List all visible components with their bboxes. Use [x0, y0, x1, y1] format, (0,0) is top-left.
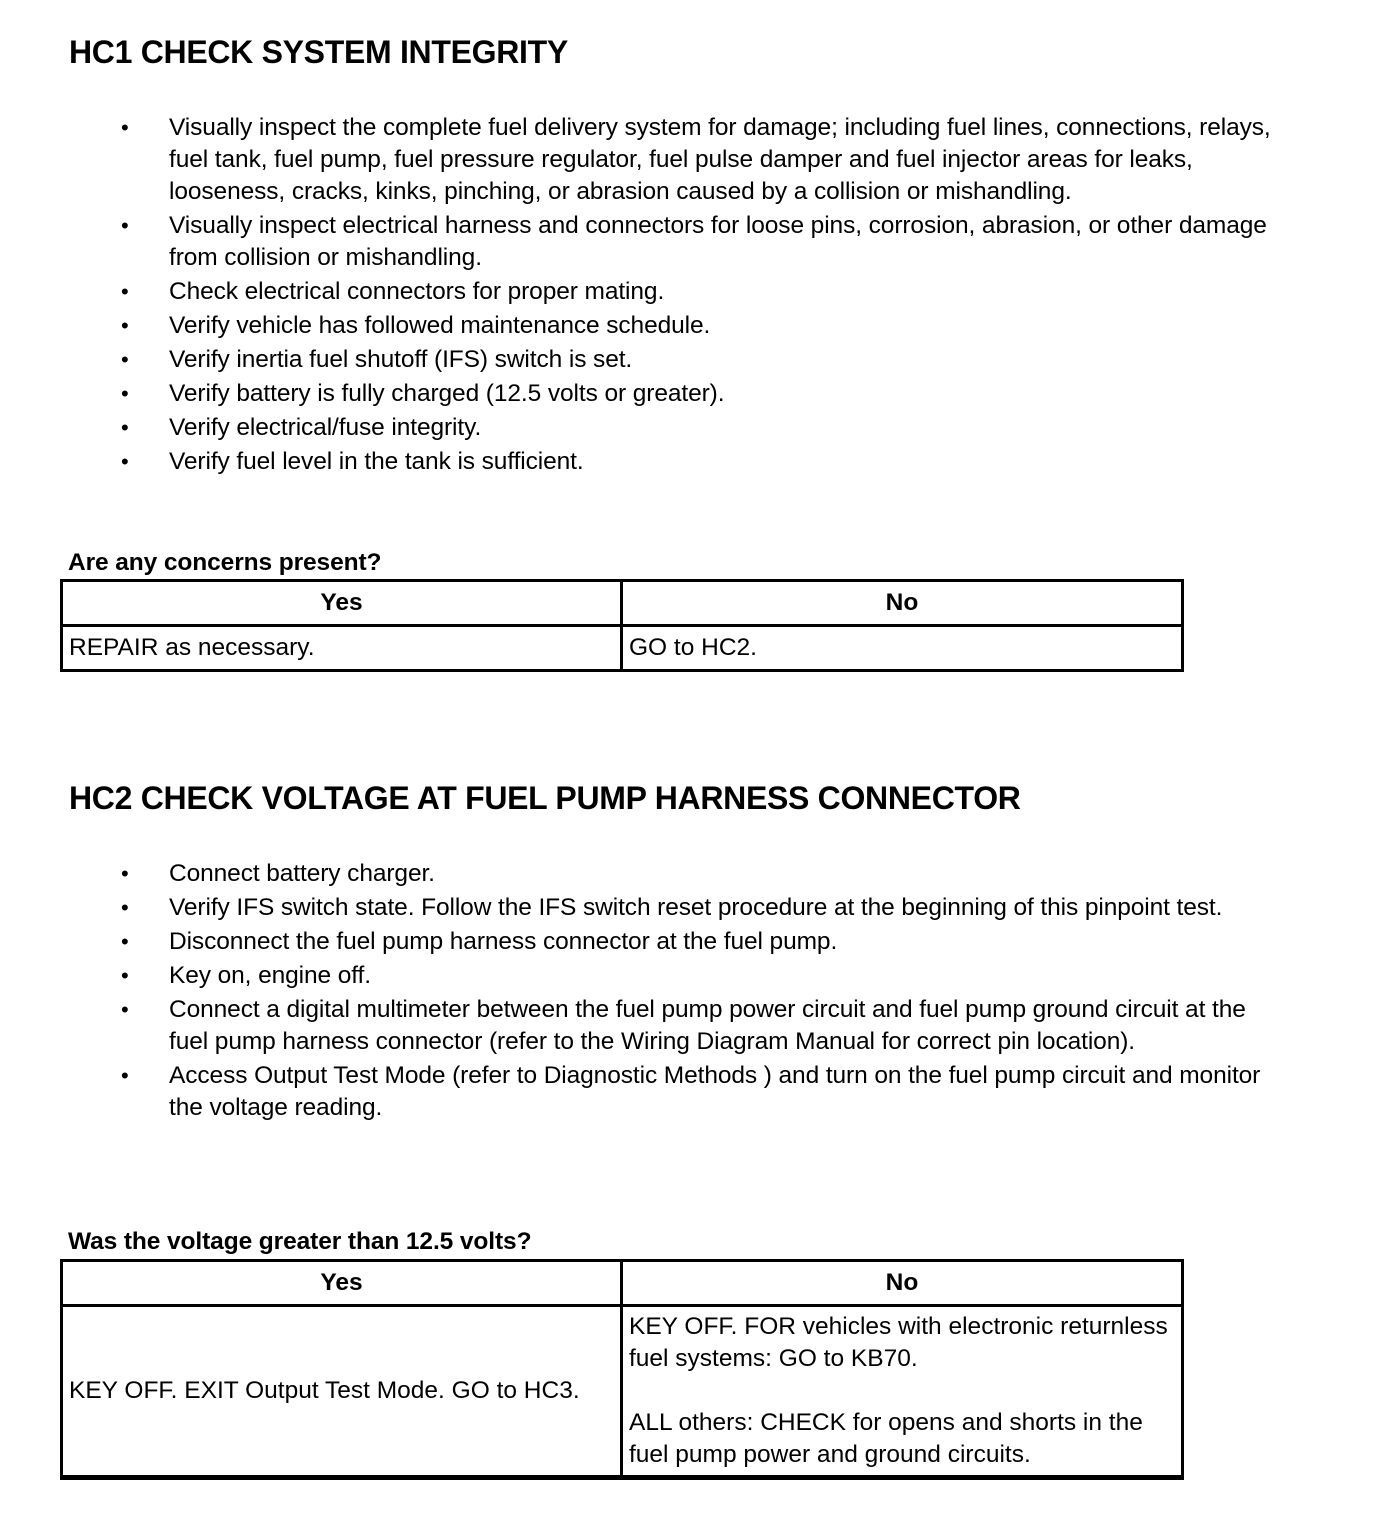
step-text: Connect a digital multimeter between the fuel pump power circuit and fuel pump ground circuit at the fuel pump harness connector (refer to the Wiring Diagram Manual for correct pin location).	[169, 996, 1246, 1055]
bullet-icon: •	[121, 347, 129, 372]
step-item	[0, 1060, 1279, 1124]
table-row	[62, 1306, 1183, 1478]
yes-outcome-text: REPAIR as necessary.	[69, 634, 315, 661]
yes-outcome-cell	[62, 626, 622, 671]
column-header-yes: Yes	[62, 581, 622, 626]
step-text: Verify fuel level in the tank is sufficient.	[169, 448, 584, 475]
yes-outcome-cell	[62, 1306, 622, 1478]
bullet-icon: •	[121, 895, 129, 920]
bullet-icon: •	[121, 381, 129, 406]
step-text: Connect battery charger.	[169, 860, 435, 887]
yes-outcome-text: KEY OFF. EXIT Output Test Mode. GO to HC3.	[69, 1377, 580, 1404]
step-text: Verify battery is fully charged (12.5 volts or greater).	[169, 380, 725, 407]
column-header-no: No	[622, 581, 1183, 626]
step-text: Key on, engine off.	[169, 962, 371, 989]
no-outcome-text: KEY OFF. FOR vehicles with electronic returnless fuel systems: GO to KB70.	[629, 1313, 1168, 1372]
table-header-row	[62, 581, 1183, 626]
step-item	[0, 926, 1279, 958]
decision-table-hc1	[60, 579, 1184, 672]
bullet-icon: •	[121, 963, 129, 988]
bullet-icon: •	[121, 1063, 129, 1088]
step-text: Visually inspect the complete fuel delivery system for damage; including fuel lines, connections, relays, fuel tank, fuel pump, fuel pressure regulator, fuel pulse damper and fuel injector areas for leaks, looseness, cracks, kinks, pinching, or abrasion caused by a collision or mishandling.	[169, 114, 1271, 205]
step-text: Disconnect the fuel pump harness connector at the fuel pump.	[169, 928, 838, 955]
step-text: Visually inspect electrical harness and connectors for loose pins, corrosion, abrasion, or other damage from collision or mishandling.	[169, 212, 1267, 271]
decision-question-hc2: Was the voltage greater than 12.5 volts?	[68, 1228, 532, 1255]
step-text: Verify IFS switch state. Follow the IFS switch reset procedure at the beginning of this pinpoint test.	[169, 894, 1223, 921]
step-item	[0, 344, 1279, 376]
step-item	[0, 994, 1279, 1058]
decision-table-hc2	[60, 1259, 1184, 1480]
step-item	[0, 412, 1279, 444]
step-text: Verify electrical/fuse integrity.	[169, 414, 482, 441]
bullet-icon: •	[121, 929, 129, 954]
step-item	[0, 112, 1279, 208]
step-item	[0, 446, 1279, 478]
bullet-icon: •	[121, 449, 129, 474]
bullet-icon: •	[121, 861, 129, 886]
column-header-yes: Yes	[62, 1261, 622, 1306]
step-item	[0, 892, 1279, 924]
bullet-icon: •	[121, 279, 129, 304]
decision-question-hc1: Are any concerns present?	[68, 549, 382, 576]
step-item	[0, 276, 1279, 308]
bullet-icon: •	[121, 313, 129, 338]
paragraph-gap	[629, 1375, 1175, 1407]
no-outcome-text: GO to HC2.	[629, 634, 757, 661]
no-outcome-cell	[622, 1306, 1183, 1478]
bullet-icon: •	[121, 997, 129, 1022]
table-row	[62, 626, 1183, 671]
step-list-hc2	[0, 858, 1300, 1126]
section-heading-hc2: HC2 CHECK VOLTAGE AT FUEL PUMP HARNESS CONNECTOR	[69, 780, 1021, 816]
step-text: Verify vehicle has followed maintenance schedule.	[169, 312, 711, 339]
table-header-row	[62, 1261, 1183, 1306]
column-header-no: No	[622, 1261, 1183, 1306]
step-text: Verify inertia fuel shutoff (IFS) switch is set.	[169, 346, 633, 373]
step-text: Access Output Test Mode (refer to Diagnostic Methods ) and turn on the fuel pump circuit and monitor the voltage reading.	[169, 1062, 1261, 1121]
section-heading-hc1: HC1 CHECK SYSTEM INTEGRITY	[69, 34, 568, 70]
step-item	[0, 310, 1279, 342]
bullet-icon: •	[121, 213, 129, 238]
step-item	[0, 378, 1279, 410]
bullet-icon: •	[121, 115, 129, 140]
step-item	[0, 858, 1279, 890]
step-text: Check electrical connectors for proper mating.	[169, 278, 665, 305]
no-outcome-cell	[622, 626, 1183, 671]
bullet-icon: •	[121, 415, 129, 440]
no-outcome-text: ALL others: CHECK for opens and shorts in the fuel pump power and ground circuits.	[629, 1409, 1143, 1468]
step-item	[0, 210, 1279, 274]
step-item	[0, 960, 1279, 992]
step-list-hc1	[0, 112, 1300, 480]
